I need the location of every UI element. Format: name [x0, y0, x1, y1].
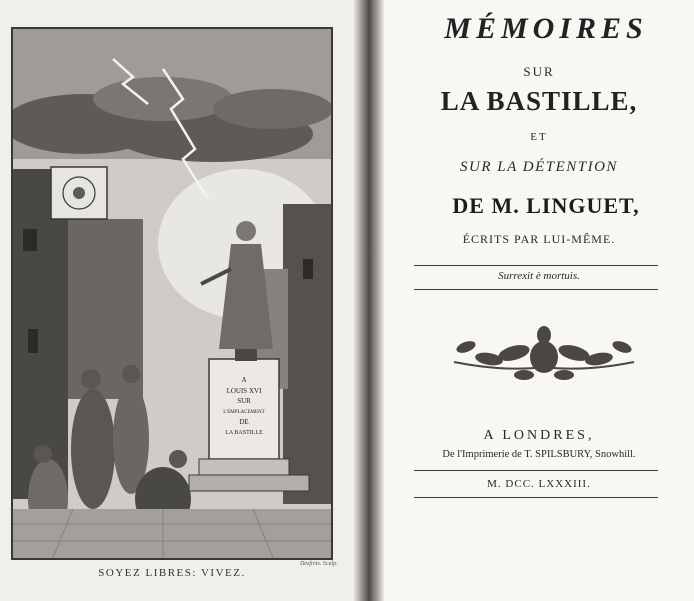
floral-ornament-icon	[444, 317, 644, 397]
bottom-rule	[414, 289, 658, 290]
inscription-line: DE	[239, 418, 249, 426]
frontispiece-engraving	[11, 27, 333, 560]
inscription-line: L'EMPLACEMENT	[223, 410, 265, 415]
title-sur: SUR	[523, 64, 555, 79]
top-rule	[414, 265, 658, 266]
written-by-line: ÉCRITS PAR LUI-MÊME.	[462, 232, 616, 246]
title-author: DE M. LINGUET,	[452, 193, 640, 218]
title-subject: LA BASTILLE,	[440, 86, 638, 116]
title-et: ET	[530, 131, 548, 143]
inscription-line: LA BASTILLE	[225, 430, 263, 436]
epigraph-motto: Surrexit è mortuis.	[498, 270, 580, 282]
imprint-city: A LONDRES,	[483, 428, 595, 443]
frontispiece-caption: SOYEZ LIBRES: VIVEZ.	[98, 567, 246, 579]
book-title: MÉMOIRES	[444, 12, 648, 45]
inscription-line: SUR	[237, 397, 251, 405]
title-detention: SUR LA DÉTENTION	[460, 159, 618, 175]
inscription-line: LOUIS XVI	[226, 387, 262, 395]
date-top-rule	[414, 470, 658, 471]
engraver-signature: Desfrets. Sculp.	[300, 561, 338, 567]
coat-of-arms-icon	[51, 167, 107, 219]
book-gutter	[354, 0, 384, 601]
imprint-date: M. DCC. LXXXIII.	[487, 478, 591, 490]
inscription-line: A	[241, 376, 247, 384]
imprint-printer: De l'Imprimerie de T. SPILSBURY, Snowhill.	[442, 449, 636, 460]
title-page	[384, 0, 694, 601]
date-bottom-rule	[414, 497, 658, 498]
